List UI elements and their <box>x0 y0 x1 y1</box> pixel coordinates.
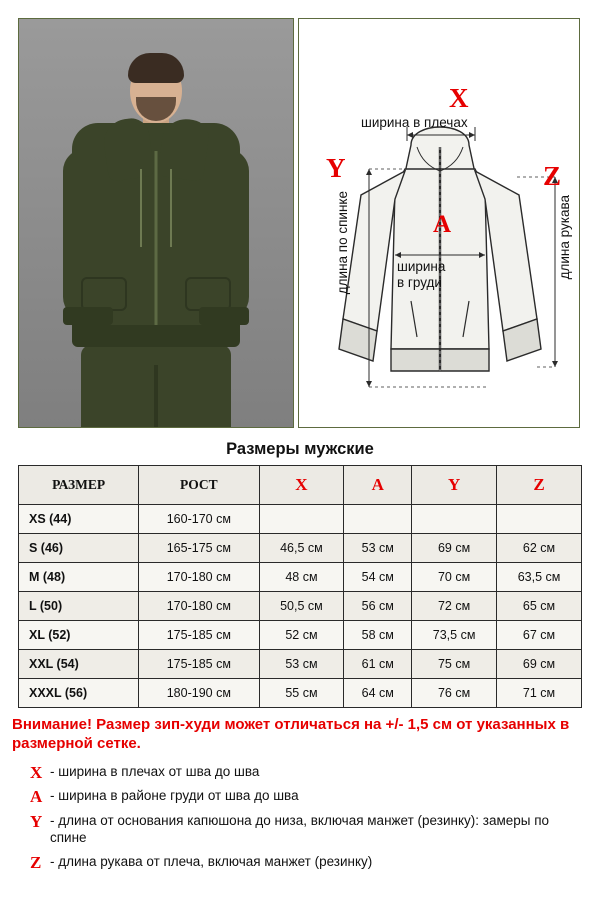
cell-z: 65 см <box>497 592 582 621</box>
photo-cuff-left <box>63 307 113 325</box>
table-row <box>19 650 582 679</box>
cell-size: XL (52) <box>19 621 139 650</box>
cell-size: L (50) <box>19 592 139 621</box>
table-header-y: Y <box>412 466 497 505</box>
photo-drawstring-right <box>170 169 172 247</box>
cell-a: 58 см <box>344 621 412 650</box>
legend-item-x <box>30 764 588 782</box>
legend-text-y: - длина от основания капюшона до низа, включая манжет (резинку): замеры по спине <box>50 813 550 846</box>
cell-a: 61 см <box>344 650 412 679</box>
cell-x <box>259 505 344 534</box>
cell-a: 53 см <box>344 534 412 563</box>
cell-z: 63,5 см <box>497 563 582 592</box>
photo-pants-seam <box>154 365 158 428</box>
cell-x: 48 см <box>259 563 344 592</box>
legend-item-y <box>30 813 588 847</box>
table-row <box>19 592 582 621</box>
cell-x: 46,5 см <box>259 534 344 563</box>
cell-height: 170-180 см <box>139 563 259 592</box>
diagram-text-back-length: длина по спинке <box>335 191 350 295</box>
photo-drawstring-left <box>140 169 142 247</box>
model-photo <box>18 18 294 428</box>
diagram-text-chest-line1: ширина <box>397 259 446 274</box>
photo-cuff-right <box>199 307 249 325</box>
cell-height: 170-180 см <box>139 592 259 621</box>
diagram-text-sleeve-length: длина рукава <box>557 195 572 280</box>
legend-text-a: - ширина в районе груди от шва до шва <box>50 788 299 804</box>
cell-a: 54 см <box>344 563 412 592</box>
cell-height: 175-185 см <box>139 621 259 650</box>
legend-item-a <box>30 788 588 806</box>
legend-text-x: - ширина в плечах от шва до шва <box>50 763 260 779</box>
cell-size: M (48) <box>19 563 139 592</box>
table-title: Размеры мужские <box>226 440 374 458</box>
cell-height: 165-175 см <box>139 534 259 563</box>
table-row <box>19 621 582 650</box>
legend-list <box>30 764 588 872</box>
cell-y: 69 см <box>412 534 497 563</box>
cell-x: 55 см <box>259 679 344 708</box>
legend-key-y: Y <box>30 812 43 832</box>
diagram-label-x: X <box>449 83 469 113</box>
cell-height: 160-170 см <box>139 505 259 534</box>
table-header-row <box>19 466 582 505</box>
top-images-row <box>0 0 600 428</box>
photo-pocket-left <box>81 277 127 311</box>
table-row <box>19 679 582 708</box>
cell-x: 53 см <box>259 650 344 679</box>
cell-size: S (46) <box>19 534 139 563</box>
cell-size: XXL (54) <box>19 650 139 679</box>
warning-text: Внимание! Размер зип-худи может отличаться на +/- 1,5 см от указанных в размерной сетке. <box>12 716 570 752</box>
cell-y <box>412 505 497 534</box>
legend-key-a: A <box>30 787 43 807</box>
cell-z <box>497 505 582 534</box>
cell-y: 76 см <box>412 679 497 708</box>
cell-y: 75 см <box>412 650 497 679</box>
photo-pocket-right <box>185 277 231 311</box>
cell-size: XXXL (56) <box>19 679 139 708</box>
diagram-label-y: Y <box>326 153 346 183</box>
table-row <box>19 505 582 534</box>
diagram-text-shoulders: ширина в плечах <box>361 115 468 130</box>
cell-x: 50,5 см <box>259 592 344 621</box>
table-header-z: Z <box>497 466 582 505</box>
cell-height: 180-190 см <box>139 679 259 708</box>
legend-key-z: Z <box>30 852 42 872</box>
legend-item-z <box>30 854 588 872</box>
cell-x: 52 см <box>259 621 344 650</box>
measurement-diagram <box>298 18 580 428</box>
diagram-text-chest-line2: в груди <box>397 275 442 290</box>
cell-z: 62 см <box>497 534 582 563</box>
cell-height: 175-185 см <box>139 650 259 679</box>
table-row <box>19 534 582 563</box>
size-table <box>18 465 582 708</box>
table-header-a: A <box>344 466 412 505</box>
legend-key-x: X <box>30 762 43 782</box>
table-row <box>19 563 582 592</box>
cell-z: 71 см <box>497 679 582 708</box>
table-header-height: РОСТ <box>139 466 259 505</box>
cell-z: 69 см <box>497 650 582 679</box>
cell-y: 72 см <box>412 592 497 621</box>
cell-a: 56 см <box>344 592 412 621</box>
diagram-label-z: Z <box>543 161 562 191</box>
cell-z: 67 см <box>497 621 582 650</box>
cell-a: 64 см <box>344 679 412 708</box>
cell-y: 70 см <box>412 563 497 592</box>
cell-size: XS (44) <box>19 505 139 534</box>
table-header-size: РАЗМЕР <box>19 466 139 505</box>
photo-hair <box>128 53 184 83</box>
table-header-x: X <box>259 466 344 505</box>
cell-y: 73,5 см <box>412 621 497 650</box>
photo-zipper <box>155 151 158 341</box>
photo-hem <box>72 325 240 347</box>
diagram-label-a: A <box>433 211 452 238</box>
cell-a <box>344 505 412 534</box>
legend-text-z: - длина рукава от плеча, включая манжет (резинку) <box>50 853 373 869</box>
